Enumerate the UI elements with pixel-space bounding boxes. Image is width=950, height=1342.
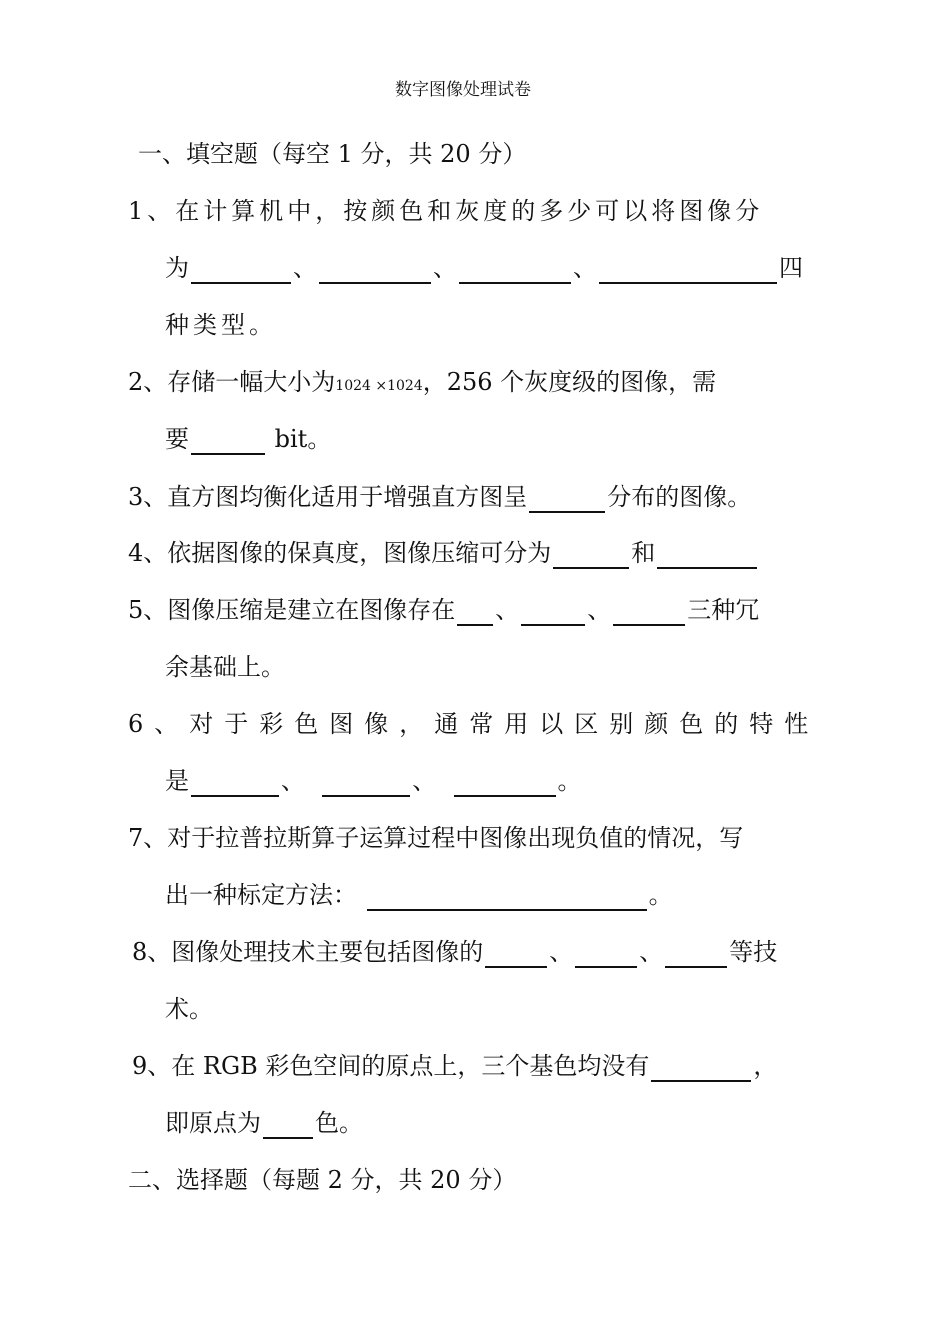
page-title: 数字图像处理试卷 xyxy=(395,80,531,100)
separator: 、 xyxy=(573,254,597,282)
q9-end: 色。 xyxy=(315,1109,363,1137)
separator: 、 xyxy=(433,254,457,282)
q2-text-2: ，256 个灰度级的图像，需 xyxy=(422,368,717,396)
question-1-line-2 xyxy=(165,252,803,284)
q5-text-2: 三种冗 xyxy=(687,596,760,624)
answer-blank xyxy=(191,431,265,455)
question-6-line-1: 6、对于彩色图像，通常用以区别颜色的特性 xyxy=(128,710,820,738)
answer-blank xyxy=(263,1115,313,1139)
q9-prefix: 即原点为 xyxy=(165,1109,261,1137)
separator: 、 xyxy=(412,767,437,795)
question-9-line-1 xyxy=(132,1050,777,1082)
question-8-line-2: 术。 xyxy=(165,995,213,1023)
image-size: 1024 ×1024 xyxy=(335,378,423,394)
question-9-line-2 xyxy=(165,1107,363,1139)
answer-blank xyxy=(665,944,727,968)
q9-text: 9、在 RGB 彩色空间的原点上，三个基色均没有 xyxy=(132,1052,650,1080)
q5-text: 5、图像压缩是建立在图像存在 xyxy=(128,596,456,624)
answer-blank xyxy=(599,260,777,284)
q6-end: 。 xyxy=(557,767,582,795)
answer-blank xyxy=(485,944,547,968)
question-1-line-1: 1、在计算机中，按颜色和灰度的多少可以将图像分 xyxy=(128,197,764,225)
answer-blank xyxy=(454,773,556,797)
question-2-line-2 xyxy=(165,423,331,455)
answer-blank xyxy=(322,773,410,797)
answer-blank xyxy=(457,602,493,626)
q1-prefix: 为 xyxy=(165,254,189,282)
separator: 、 xyxy=(639,938,664,966)
question-1-line-3: 种类型。 xyxy=(165,311,277,339)
q7-end: 。 xyxy=(648,881,673,909)
question-7-line-2 xyxy=(165,879,673,911)
q4-text: 4、依据图像的保真度，图像压缩可分为 xyxy=(128,539,552,567)
q3-text: 3、直方图均衡化适用于增强直方图呈 xyxy=(128,483,528,511)
answer-blank xyxy=(191,260,291,284)
separator: 、 xyxy=(293,254,317,282)
section-heading-multiple-choice: 二、选择题（每题 2 分，共 20 分） xyxy=(128,1166,517,1194)
q1-suffix: 四 xyxy=(779,254,803,282)
answer-blank xyxy=(529,489,605,513)
q2-unit: bit。 xyxy=(274,425,332,453)
section-heading-fill-in: 一、填空题（每空 1 分，共 20 分） xyxy=(138,140,527,168)
answer-blank xyxy=(319,260,431,284)
answer-blank xyxy=(651,1058,751,1082)
answer-blank xyxy=(613,602,685,626)
answer-blank xyxy=(459,260,571,284)
question-4 xyxy=(128,537,759,569)
answer-blank xyxy=(191,773,279,797)
separator: 、 xyxy=(495,596,520,624)
question-8-line-1 xyxy=(132,936,777,968)
question-3 xyxy=(128,481,751,513)
answer-blank xyxy=(367,887,647,911)
question-2-line-1 xyxy=(128,366,716,402)
question-5-line-2: 余基础上。 xyxy=(165,653,285,681)
question-7-line-1: 7、对于拉普拉斯算子运算过程中图像出现负值的情况，写 xyxy=(128,824,744,852)
question-5-line-1 xyxy=(128,594,759,626)
q2-prefix: 要 xyxy=(165,425,189,453)
q9-comma: ， xyxy=(753,1052,778,1080)
separator: 、 xyxy=(281,767,305,795)
answer-blank xyxy=(575,944,637,968)
answer-blank xyxy=(553,545,629,569)
q8-text-2: 等技 xyxy=(729,938,778,966)
separator: 、 xyxy=(587,596,612,624)
answer-blank xyxy=(657,545,757,569)
q2-text: 2、存储一幅大小为 xyxy=(128,368,336,396)
q8-text: 8、图像处理技术主要包括图像的 xyxy=(132,938,484,966)
question-6-line-2 xyxy=(165,765,582,797)
answer-blank xyxy=(521,602,585,626)
separator: 、 xyxy=(549,938,574,966)
q4-conj: 和 xyxy=(631,539,656,567)
q6-prefix: 是 xyxy=(165,767,189,795)
q3-text-2: 分布的图像。 xyxy=(607,483,752,511)
q7-prefix: 出一种标定方法： xyxy=(165,881,357,909)
